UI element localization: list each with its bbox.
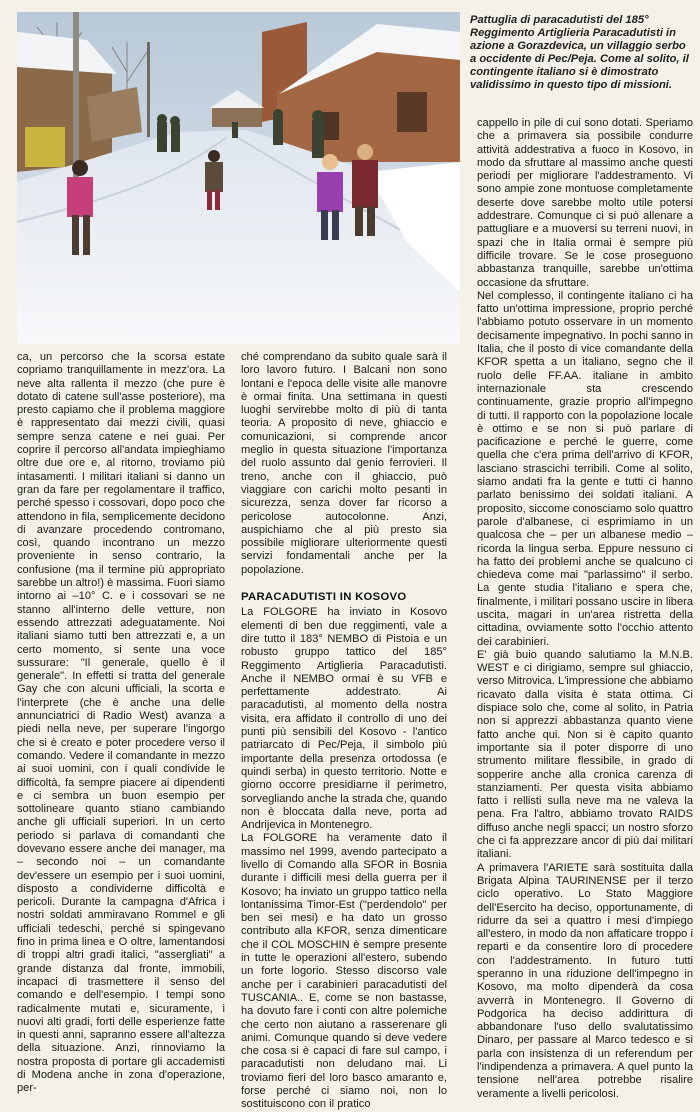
paragraph: cappello in pile di cui sono dotati. Speriamo che a primavera sia possibile condurre attività addestrativa a fuoco in Kosovo, in modo da sfruttare al massimo anche questi periodi per migliorare l'addestramento. Vi sono ampie zone montuose completamente deserte dove sarebbe molto utile potersi addestrare. Comunque ci si può allenare a pattugliare e a muoversi su terreni nuovi, in spazi che in Italia ormai è sempre più difficile trovare. Se le cose proseguono abbastanza tranquille, sarebbe un'ottima occasione da sfruttare. xyxy=(477,117,693,289)
article-column-3 xyxy=(477,117,693,1101)
article-column-2 xyxy=(241,351,447,1112)
paragraph: La FOLGORE ha inviato in Kosovo elementi di ben due reggimenti, vale a dire tutto il 183° NEMBO di Pistoia e un robusto gruppo tattico del 185° Reggimento Artiglieria Paracadutisti. Anche il NEMBO ormai è su VFB e perfettamente addestrato. Ai paracadutisti, al momento della nostra visita, era affidato il controllo di uno dei punti più sensibili del Kosovo - l'antico patriarcato di Pec/Peja, il simbolo più importante della presenza ortodossa (e quindi serba) in questo territorio. Notte e giorno occorre presidiarne il perimetro, sorvegliando anche la strada che, quando non è bloccata dalla neve, porta ad Andrijevica in Montenegro. xyxy=(241,606,447,832)
snowy-village-photo xyxy=(17,12,460,344)
paragraph: Nel complesso, il contingente italiano ci ha fatto un'ottima impressione, proprio perché l'abbiamo potuto osservare in un momento decisamente impegnativo. In pochi sanno in Italia, che il posto di vice comandante della KFOR spetta a un italiano, segno che il ruolo delle FF.AA. italiane in ambito internazionale sta crescendo continuamente, grazie proprio all'impegno di tutti. Il rapporto con la popolazione locale è ottimo e se non si può parlare di pacificazione e perché le guerre, come quella che c'era prima dell'arrivo di KFOR, lasciano strascichi terribili. Come al solito, siamo andati fra la gente e tutti ci hanno parlato benissimo dei soldati italiani. A proposito, siccome conosciamo solo quattro parole d'albanese, ci esprimiamo in un qualcosa che – per un albanese medio – ricorda la lingua serba. Eppure nessuno ci ha fatto dei problemi anche se qualcuno ci chiedeva come mai "parlassimo" il serbo. La gente studia l'italiano e spera che, finalmente, i militari possano uscire in libera uscita, magari in un'area ristretta della cittadina, ovviamente sotto l'occhio attento dei carabinieri. xyxy=(477,289,693,648)
section-heading: PARACADUTISTI IN KOSOVO xyxy=(241,591,407,604)
paragraph: La FOLGORE ha veramente dato il massimo nel 1999, avendo partecipato a livello di Comando alla SFOR in Bosnia durante i difficili mesi della guerra per il Kosovo; ha inviato un gruppo tattico nella lontanissima Timor-Est ("perdendolo" per ben sei mesi) e ha dato un grosso contributo alla KFOR, senza dimenticare che il COL MOSCHIN è sempre presente in tutte le operazioni all'estero, subendo un forte logorio. Stesso discorso vale anche per i carabinieri paracadutisti del TUSCANIA.. E, come se non bastasse, ha dovuto fare i conti con altre polemiche che certo non aiutano a rasserenare gli animi. Comunque quando si deve vedere che cosa si è capaci di fare sul campo, i paracadutisti non deludano mai. Li troviamo fieri del loro basco amaranto e, forse perché ci siamo noi, non lo sostituiscono con il pratico xyxy=(241,832,447,1111)
paragraph: ca, un percorso che la scorsa estate copriamo tranquillamente in mezz'ora. La neve alta rallenta il mezzo (che pure è dotato di catene sull'asse posteriore), ma presto capiamo che il problema maggiore è rappresentato dai mezzi civili, quasi sempre senza catene e nei guai. Per coprire il percorso all'andata impieghiamo oltre due ore e, al ritorno, troviamo più intasamenti. I militari italiani si danno un gran da fare per regolamentare il traffico, perché spesso i cossovari, dopo poco che attendono in fila, semplicemente decidono di avanzare procedendo contromano, così, quando incontrano un mezzo proveniente in senso contrario, la confusione (ma il termine più appropriato sarebbe un altro!) è massima. Fuori siamo intorno ai –10° C. e i cossovari se ne stanno all'interno delle vetture, non essendo attrezzati adeguatamente. Noi italiani siamo tutti ben attrezzati e, a un certo momento, si sente una voce sussurare: "Il generale, quello è il generale". In effetti si tratta del generale Gay che con alcuni ufficiali, la scorta e l'interprete (che è anche una delle annunciatrici di Radio West) avanza a piedi nella neve, per superare l'ingorgo che si è creato e poter procedere verso il comando. Vedere il comandante in mezzo ai suoi uomini, con i quali condivide le difficoltà, fa sempre piacere ai dipendenti e ci sembra un buon esempio per sottolineare quanto stiano cambiando anche gli ufficiali superiori. In un certo periodo si parlava di comandanti che dovevano essere anche dei manager, ma – secondo noi – un comandante dev'essere un esempio per i suoi uomini, disposto a condividerne difficoltà e pericoli. Durante la campagna d'Africa i nostri soldati ammiravano Rommel e gli ufficiali tedeschi, perché si spingevano fino in prima linea e O oltre, lamentandosi di troppi altri gradi italici, "assergliati" a grande distanza dal fronte, immobili, incapaci di trasmettere il senso del comando e dell'esempio. I tempi sono radicalmente mutati e, sicuramente, i nuovi alti gradi, forti delle esperienze fatte in questi anni, sapranno essere all'altezza della situazione. Anzi, rinnoviamo la nostra proposta di portare gli accademisti di Modena anche in zona d'operazione, per- xyxy=(17,351,225,1095)
article-column-1 xyxy=(17,351,225,1096)
paragraph: A primavera l'ARIETE sarà sostituita dalla Brigata Alpina TAURINENSE per il terzo ciclo operativo. Lo Stato Maggiore dell'Esercito ha deciso, opportunamente, di ridurre da sei a quattro i mesi d'impiego all'estero, in modo da non affaticare troppo i reparti e da consentire loro di procedere con l'addestramento. In futuro tutti speranno in una riduzione dell'impegno in Kosovo, ma molto dipenderà da cosa avverrà in Montenegro. Il Governo di Podgorica ha deciso addirittura di abbandonare l'uso dello svalutatissimo Dinaro, per passare al Marco tedesco e si parla con insistenza di un referendum per l'indipendenza a primavera. A quel punto la tensione nell'area potrebbe risalire veramente a livelli pericolosi. xyxy=(477,861,693,1100)
paragraph: ché comprendano da subito quale sarà il loro lavoro futuro. I Balcani non sono lontani e l'epoca delle visite alle manovre è ormai finita. Una settimana in questi luoghi servirebbe molto di più di tanta teoria. A proposito di neve, ghiaccio e comunicazioni, si comprende ancor meglio in questa situazione l'importanza del ruolo assunto dal genio ferrovieri. Il treno, anche con il ghiaccio, può viaggiare con carichi molto pesanti in sicurezza, senza dover far ricorso a pericolose autocolonne. Anzi, auspichiamo che al più presto sia possibile migliorare ulteriormente questi servizi fondamentali anche per la popolazione. xyxy=(241,351,447,576)
paragraph: E' già buio quando salutiamo la M.N.B. WEST e ci dirigiamo, sempre sul ghiaccio, verso Mitrovica. L'impressione che abbiamo ricavato dalla visita è stata ottima. Ci dispiace solo che, come al solito, in Patria non si apprezzi abbastanza quanto viene fatto anche qui. Non si è capito quanto importante sia il poter disporre di uno strumento militare flessibile, in grado di sopperire anche alla cronica carenza di stanziamenti. Per questa visita abbiamo fatto i rellisti sulla neve ma ne valeva la pena. Fra l'altro, abbiamo trovato RAIDS diffuso anche negli spacci; un nostro sforzo che ci fa apprezzare ancor di più dai militari italiani. xyxy=(477,648,693,861)
photo-caption: Pattuglia di paracadutisti del 185° Reggimento Artiglieria Paracadutisti in azione a Gorazdevica, un villaggio serbo a occidente di Pec/Peja. Come al solito, il contingente italiano si è dimostrato validissimo in questo tipo di missioni. xyxy=(470,14,689,91)
